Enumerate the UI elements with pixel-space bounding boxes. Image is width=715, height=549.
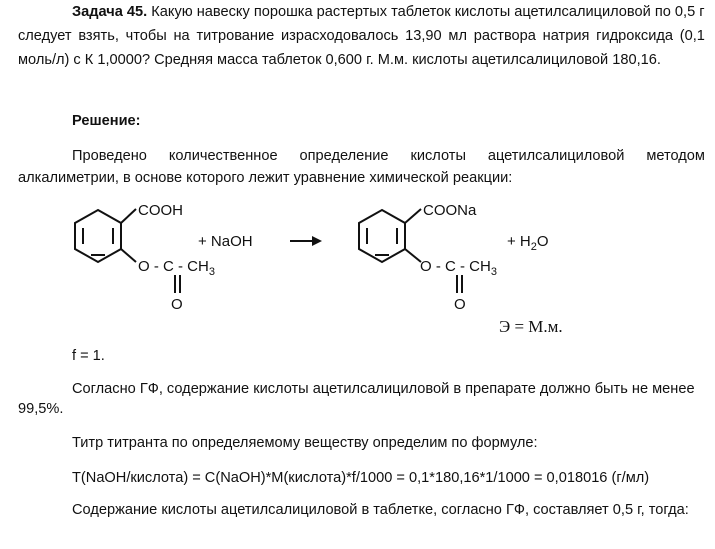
task-line-2-word: израсходовалось <box>281 28 399 44</box>
equivalent-formula: Э = М.м. <box>499 317 563 336</box>
task-line-2-word: гидроксида <box>596 28 674 44</box>
task-line-2-word: натрия <box>542 28 590 44</box>
solution-heading: Решение: <box>72 113 141 129</box>
reactant-benzene-ring <box>75 209 180 293</box>
task-line-2-word: (0,1 <box>679 28 705 44</box>
titr-intro: Титр титранта по определяемому веществу определим по формуле: <box>72 435 538 451</box>
task-line-2-word: 13,90 <box>405 28 442 44</box>
task-text-1: Какую навеску порошка растертых таблеток кислоты ацетилсалициловой по 0,5 г <box>151 4 705 20</box>
solution-paragraph-word: определение <box>299 148 389 164</box>
reactant-ester-label: O - C - $CH_3$ <box>138 258 215 278</box>
content-line: Содержание кислоты ацетилсалициловой в таблетке, согласно ГФ, составляет 0,5 г, тогда: <box>72 502 689 518</box>
product-benzene-ring <box>359 209 462 293</box>
gf-line-1: Согласно ГФ, содержание кислоты ацетилсалициловой в препарате должно быть не менее <box>72 381 695 397</box>
factor-line: f = 1. <box>72 348 105 364</box>
task-label: Задача 45. <box>72 4 148 20</box>
product-carbonyl-oxygen: O <box>454 296 466 313</box>
gf-line-2: 99,5%. <box>18 401 64 417</box>
solution-paragraph-word: кислоты <box>410 148 466 164</box>
reactant-carbonyl-oxygen: O <box>171 296 183 313</box>
titr-formula: T(NaOH/кислота) = C(NaOH)*M(кислота)*f/1000 = 0,1*180,16*1/1000 = 0,018016 (г/мл) <box>72 470 650 486</box>
solution-paragraph-line-2: алкалиметрии, в основе которого лежит уравнение химической реакции: <box>18 170 513 186</box>
task-line-2-word: раствора <box>473 28 536 44</box>
solution-paragraph-word: методом <box>646 148 705 164</box>
product-carboxylate-label: COONa <box>423 202 477 219</box>
task-line-2-word: следует <box>18 28 72 44</box>
solution-paragraph-word: ацетилсалициловой <box>487 148 625 164</box>
solution-paragraph-word: Проведено <box>72 148 147 164</box>
reactant-carboxyl-label: COOH <box>138 202 183 219</box>
task-line-2-word: на <box>173 28 190 44</box>
reaction-arrow-icon <box>290 236 322 246</box>
task-line-2-word: титрование <box>196 28 275 44</box>
reagent-naoh-label: + NaOH <box>198 233 253 250</box>
water-label: + $H_2O$ <box>507 233 549 253</box>
task-line-2-word: взять, <box>78 28 119 44</box>
product-ester-label: O - C - $CH_3$ <box>420 258 497 278</box>
solution-paragraph-word: количественное <box>168 148 278 164</box>
task-line-2-word: чтобы <box>125 28 167 44</box>
task-line-3: моль/л) с К 1,0000? Средняя масса таблеток 0,600 г. М.м. кислоты ацетилсалициловой 180,16. <box>18 52 661 68</box>
task-line-2-word: мл <box>448 28 467 44</box>
